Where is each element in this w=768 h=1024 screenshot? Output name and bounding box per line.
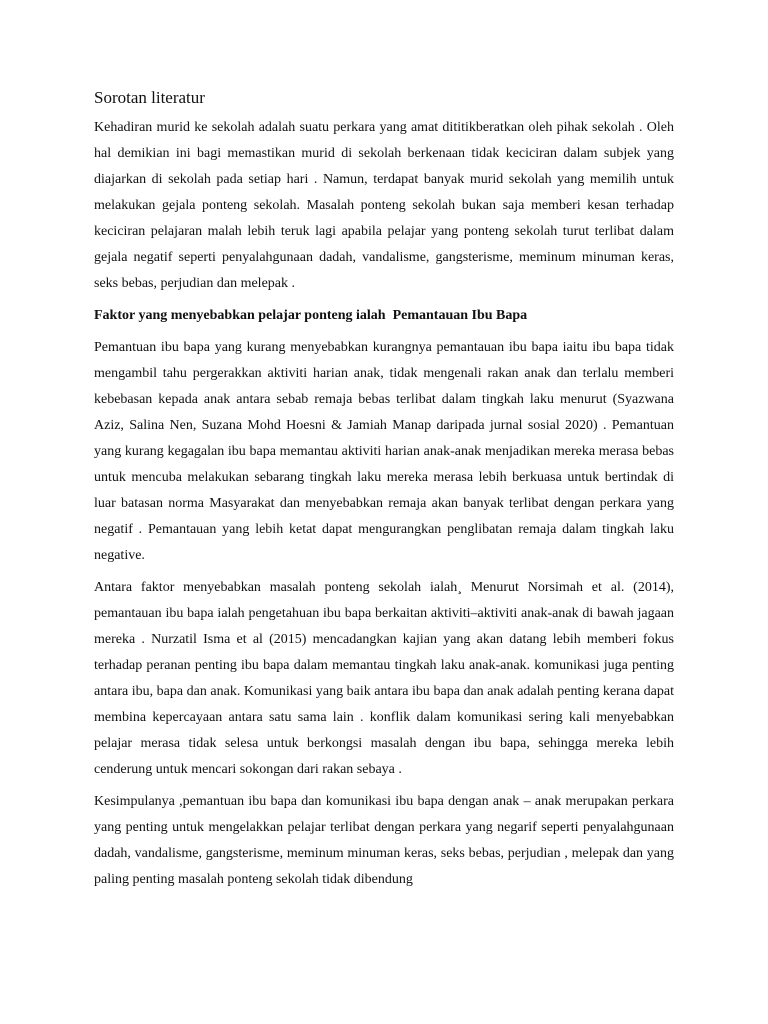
section-heading: Sorotan literatur [94, 88, 205, 107]
paragraph-intro: Kehadiran murid ke sekolah adalah suatu perkara yang amat dititikberatkan oleh pihak sekolah . Oleh hal demikian ini bagi memastikan murid di sekolah berkenaan tidak keciciran dalam subjek yang diajarkan di sekolah pada setiap hari . Namun, terdapat banyak murid sekolah yang memilih untuk melakukan gejala ponteng sekolah. Masalah ponteng sekolah bukan saja memberi kesan terhadap keciciran pelajaran malah lebih teruk lagi apabila pelajar yang ponteng sekolah turut terlibat dalam gejala negatif seperti penyalahgunaan dadah, vandalisme, gangsterisme, meminum minuman keras, seks bebas, perjudian dan melepak . [94, 120, 674, 291]
subheading-factor: Faktor yang menyebabkan pelajar ponteng ialah Pemantauan Ibu Bapa [94, 308, 528, 323]
paragraph-communication: Antara faktor menyebabkan masalah ponteng sekolah ialah¸ Menurut Norsimah et al. (2014), pemantauan ibu bapa ialah pengetahuan ibu bapa berkaitan aktiviti–aktiviti anak-anak di bawah jagaan mereka . Nurzatil Isma et al (2015) mencadangkan kajian yang akan datang lebih memberi fokus terhadap peranan penting ibu bapa dalam memantau tingkah laku anak-anak. komunikasi juga penting antara ibu, bapa dan anak. Komunikasi yang baik antara ibu bapa dan anak adalah penting kerana dapat membina kepercayaan antara satu sama lain . konflik dalam komunikasi sering kali menyebabkan pelajar merasa tidak selesa untuk berkongsi masalah dengan ibu bapa, sehingga mereka lebih cenderung untuk mencari sokongan dari rakan sebaya . [94, 580, 674, 777]
paragraph-conclusion: Kesimpulanya ,pemantuan ibu bapa dan komunikasi ibu bapa dengan anak – anak merupakan perkara yang penting untuk mengelakkan pelajar terlibat dengan perkara yang negarif seperti penyalahgunaan dadah, vandalisme, gangsterisme, meminum minuman keras, seks bebas, perjudian , melepak dan yang paling penting masalah ponteng sekolah tidak dibendung [94, 794, 674, 887]
paragraph-parental-monitoring: Pemantuan ibu bapa yang kurang menyebabkan kurangnya pemantauan ibu bapa iaitu ibu bapa tidak mengambil tahu pergerakkan aktiviti harian anak, tidak mengenali rakan anak dan terlalu memberi kebebasan kepada anak antara sebab remaja bebas terlibat dalam tingkah laku menurut (Syazwana Aziz, Salina Nen, Suzana Mohd Hoesni & Jamiah Manap daripada jurnal sosial 2020) . Pemantuan yang kurang kegagalan ibu bapa memantau aktiviti harian anak-anak menjadikan mereka merasa bebas untuk mencuba melakukan sebarang tingkah laku mereka merasa lebih berkuasa untuk bertindak di luar batasan norma Masyarakat dan menyebabkan remaja akan banyak terlibat dengan perkara yang negatif . Pemantauan yang lebih ketat dapat mengurangkan penglibatan remaja dalam tingkah laku negative. [94, 340, 674, 563]
document-body [94, 87, 674, 893]
